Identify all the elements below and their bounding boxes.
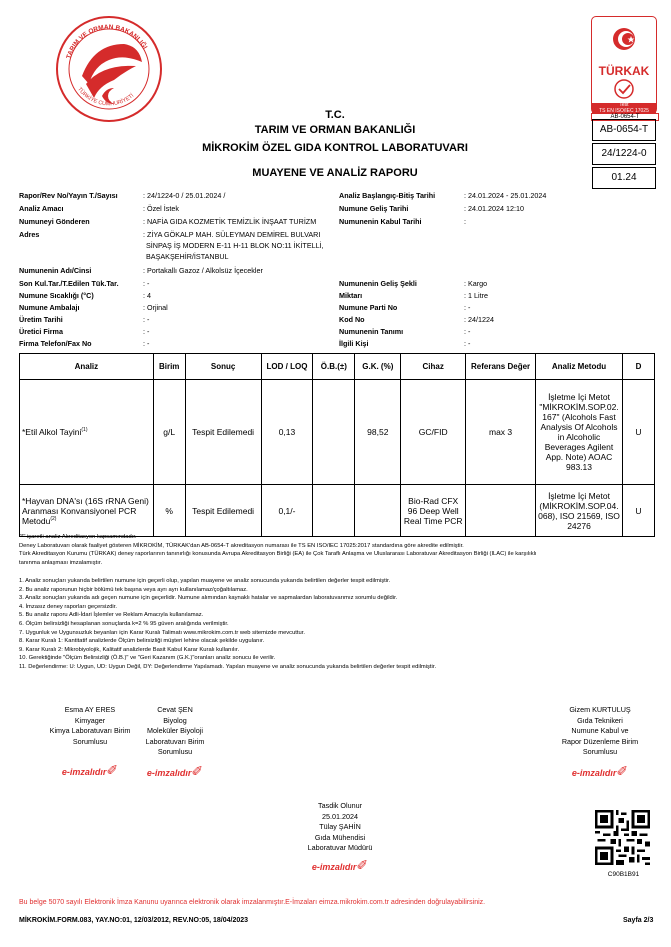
cell-birim: % [153,485,185,537]
note-line: Türk Akreditasyon Kurumu (TÜRKAK) deney raporlarının tanınırlığı konusunda Avrupa Akreditasyon Birliği (EA) ile Çok Taraflı Anlaşma ve Uluslararası Laboratuvar Akreditasyon Birliği (ILAC) ile karşılıklı [19,551,537,558]
hdr-label: Son Kul.Tar./T.Edilen Tük.Tar. [19,279,119,288]
signer-role: Laboratuvarı Birim [145,736,205,746]
col-referans: Referans Değer [466,354,536,380]
cell-referans: max 3 [466,380,536,485]
note-line: 11. Değerlendirme: U: Uygun, UD: Uygun Değil, DY: Değerlendirme Yapılamadı. Yapılan muayene ve analiz sonucunda yukarıda belirtilen değerler tespit edilmiştir. [19,663,437,670]
cell-lod: 0,1/- [261,485,313,537]
hdr-value: : Orjinal [143,303,168,312]
col-analiz: Analiz [20,354,154,380]
signer-role: Numune Kabul ve [571,726,629,735]
cell-ob [313,380,355,485]
table-row [20,485,655,537]
hdr-value: : 4 [143,291,151,300]
hdr-value: : NAFİA GIDA KOZMETİK TEMİZLİK İNŞAAT TURİZM [143,217,317,226]
note-line: 7. Uygunluk ve Uygunsuzluk beyanları için Karar Kuralı Talimatı www.mikrokim.com.tr web sitemizde mevcuttur. [19,629,305,636]
cell-metod: İşletme İçi Metot "MİKROKİM.SOP.02. 167" (Alcohols Fast Analysis Of Alcohols in Alcoholic Beverages Agilent App. Note) AOAC 983.13 [536,380,623,485]
hdr-value: BAŞAKŞEHİR/İSTANBUL [146,252,229,261]
table-header-row [20,354,655,380]
approval-block: Tasdik Olunur 25.01.2024 Tülay ŞAHİN Gıda Mühendisi Laboratuvar Müdürü e-imzalıdır✐ [270,801,410,873]
signer-title: Gıda Teknikeri [577,715,623,725]
table-row [20,380,655,485]
code-version: 01.24 [592,167,656,189]
cell-sonuc: Tespit Edilemedi [185,380,261,485]
signer-molecular: Cevat ŞEN Biyolog Moleküler Biyoloji Laboratuvarı Birim Sorumlusu e-imzalıdır✐ [110,705,240,779]
esignature-label: e-imzalıdır [311,861,357,872]
turkak-test: Test [619,102,629,108]
cell-cihaz: Bio-Rad CFX 96 Deep Well Real Time PCR [401,485,466,537]
cell-analiz: *Hayvan DNA'sı (16S rRNA Geni) Aranması Konvansiyonel PCR Metodu$^{(2)}$ [20,485,154,537]
note-line: 4. İmzasız deney raporları geçersizdir. [19,603,117,610]
hdr-label: Analiz Başlangıç-Bitiş Tarihi [339,191,436,200]
hdr-label: Üretici Firma [19,327,63,336]
approval-date: 25.01.2024 [322,811,358,821]
note-line: 10. Gerektiğinde "Ölçüm Belirsizliği (Ö.B.)" ve "Geri Kazanım (G.K.)"oranları analiz sonucu ile verilir. [19,655,276,662]
form-footer: MİKROKİM.FORM.083, YAY.NO:01, 12/03/2012, REV.NO:05, 18/04/2023 [19,917,249,924]
title-lab: MİKROKİM ÖZEL GIDA KONTROL LABORATUVARI [202,142,468,154]
col-ob: Ö.B.(±) [313,354,355,380]
hdr-value: : Özel İstek [143,204,179,213]
cell-ob [313,485,355,537]
esignature-label: e-imzalıdır [61,767,107,777]
signer-name: Gizem KURTULUŞ [569,705,631,714]
hdr-value: : - [143,339,150,348]
hdr-label: Miktarı [339,291,363,300]
esignature-label: e-imzalıdır [571,767,617,778]
hdr-value: : Portakallı Gazoz / Alkolsüz İçecekler [143,266,263,275]
esignature-label: e-imzalıdır [146,767,192,778]
hdr-label: İlgili Kişi [339,339,369,348]
note-line: "*" işaretli analiz Akreditasyon kapsamındadır. [19,534,137,540]
signer-name: Esma AY ERES [64,705,116,714]
signer-chemistry: Esma AY ERES Kimyager Kimya Laboratuvarı Birim Sorumlusu e-imzalıdır✐ [20,705,160,779]
hdr-value: : - [464,327,471,336]
hdr-value: : 1 Litre [464,291,488,300]
hdr-value: : 24/1224 [464,315,494,324]
col-cihaz: Cihaz [401,354,466,380]
signer-role: Moleküler Biyoloji [147,726,203,735]
cell-lod: 0,13 [261,380,313,485]
hdr-value: : 24.01.2024 - 25.01.2024 [464,191,547,200]
note-line: 9. Karar Kuralı 2: Mikrobiyolojik, Kalitatif analizlerde Basit Kabul Karar Kuralı kullanılır. [19,646,240,653]
signer-sample-reception: Gizem KURTULUŞ Gıda Teknikeri Numune Kabul ve Rapor Düzenleme Birim Sorumlusu e-imzalıdır✐ [535,705,665,779]
signer-name: Cevat ŞEN [157,705,193,714]
note-line: 1. Analiz sonuçları yukarıda belirtilen numune için geçerli olup, yapılan muayene ve analiz sonucunda yukarıda belirtilen değerler tespit edilmiştir. [19,578,391,584]
esignature-note: Bu belge 5070 sayılı Elektronik İmza Kanunu uyarınca elektronik olarak imzalanmıştır.E-İmzaları eimza.mikrokim.com.tr adresinden doğrulayabilirsiniz. [19,899,486,906]
hdr-label: Numune Geliş Tarihi [339,204,409,213]
ministry-seal [54,14,164,124]
hdr-label: Adres [19,230,40,239]
turkak-logo [591,16,657,120]
results-table [19,353,655,537]
hdr-label: Kod No [339,315,365,324]
code-accreditation: AB-0654-T [592,119,656,141]
hdr-value: : 24.01.2024 12:10 [464,204,524,213]
hdr-value: SİNPAŞ İŞ MODERN E-11 H-11 BLOK NO:11 İKİTELLİ, [146,241,324,250]
hdr-value: : - [143,279,150,288]
signer-role: Sorumlusu [582,747,618,756]
title-ministry: TARIM VE ORMAN BAKANLIĞI [254,124,416,136]
cell-d: U [623,485,655,537]
signer-role: Sorumlusu [72,736,108,746]
signer-role: Kimya Laboratuvarı Birim [49,726,131,735]
col-sonuc: Sonuç [185,354,261,380]
hdr-label: Numune Ambalajı [19,303,80,312]
turkak-name: TÜRKAK [598,64,650,78]
note-line: tanınma anlaşması imzalamıştır. [19,559,103,566]
seal-text-bottom: TÜRKİYE CUMHURİYETİ [76,86,136,108]
signer-role: Rapor Düzenleme Birim [561,736,639,746]
hdr-label: Numuneyi Gönderen [19,217,90,226]
hdr-label: Numunenin Geliş Şekli [339,279,417,288]
hdr-value: : ZİYA GÖKALP MAH. SÜLEYMAN DEMİREL BULVARI [143,230,321,239]
note-line: 6. Ölçüm belirsizliği hesaplanan sonuçlarda k=2 % 95 güven aralığında verilmiştir. [19,620,229,627]
signer-role: Sorumlusu [157,747,193,756]
turkak-number: AB-0654-T [591,113,659,121]
hdr-value: : 24/1224-0 / 25.01.2024 / [143,191,226,200]
note-line: Deney Laboratuvarı olarak faaliyet gösteren MİKROKİM, TÜRKAK'dan AB-0654-T akreditasyon numarası ile TS EN ISO/IEC 17025:2017 standardına göre akredite edilmiştir. [19,542,464,549]
hdr-value: : - [143,327,150,336]
note-line: 3. Analiz sonuçları yukarıda adı geçen numune için geçerlidir. Numune alımından kaynaklı hatalar ve sapmalardan laboratuvarımız sorumlu değildir. [19,595,398,602]
title-report: MUAYENE VE ANALİZ RAPORU [252,167,418,179]
hdr-label: Numunenin Kabul Tarihi [339,217,422,226]
col-lod: LOD / LOQ [261,354,313,380]
note-line: 5. Bu analiz raporu Adli-İdari İşlemler ve Reklam Amacıyla kullanılamaz. [19,612,204,619]
note-line: 2. Bu analiz raporunun hiçbir bölümü tek başına veya ayrı ayrı kullanılamaz/çoğaltılamaz. [19,586,248,593]
accreditation-notes [19,533,659,567]
cell-birim: g/L [153,380,185,485]
qr-code-icon [595,810,650,865]
hdr-label: Rapor/Rev No/Yayın T./Sayısı [19,191,118,200]
report-codes [592,119,656,191]
code-report: 24/1224-0 [592,143,656,165]
hdr-value: : - [464,303,471,312]
hdr-value: : - [143,315,150,324]
approval-label: Tasdik Olunur [318,801,362,810]
approval-name: Tülay ŞAHİN [319,822,361,831]
hdr-label: Numune Parti No [339,303,398,312]
hdr-label: Numunenin Tanımı [339,327,404,336]
hdr-label: Üretim Tarihi [19,315,63,324]
col-birim: Birim [153,354,185,380]
hdr-value: : Kargo [464,279,488,288]
cell-cihaz: GC/FID [401,380,466,485]
cell-d: U [623,380,655,485]
cell-gk [355,485,401,537]
col-gk: G.K. (%) [355,354,401,380]
approval-title: Gıda Mühendisi [314,832,366,842]
signer-title: Kimyager [74,715,106,725]
turkak-standard: TS EN ISO/IEC 17025 [599,107,649,114]
cell-referans [466,485,536,537]
title-tc: T.C. [325,109,345,121]
report-notes [19,577,659,672]
hdr-label: Firma Telefon/Fax No [19,339,92,348]
hdr-value: : [464,217,466,226]
col-d: D [623,354,655,380]
cell-metod: İşletme İçi Metot (MİKROKİM.SOP.04. 068), ISO 21569, ISO 24276 [536,485,623,537]
page-number: Sayfa 2/3 [623,917,654,924]
hdr-label: Numunenin Adı/Cinsi [19,266,92,275]
cell-analiz: *Etil Alkol Tayini$^{(1)}$ [20,380,154,485]
hdr-label: Analiz Amacı [19,204,64,213]
hdr-value: : - [464,339,471,348]
col-metod: Analiz Metodu [536,354,623,380]
cell-sonuc: Tespit Edilemedi [185,485,261,537]
signer-title: Biyolog [163,715,187,725]
hdr-label: Numune Sıcaklığı (°C) [19,291,94,300]
cell-gk: 98,52 [355,380,401,485]
approval-role: Laboratuvar Müdürü [307,843,373,852]
note-line: 8. Karar Kuralı 1: Kantitatif analizlerde Ölçüm belirsizliği müşteri lehine olacak şekilde uygulanır. [19,638,265,645]
qr-code-text: C90B1B91 [607,871,640,878]
seal-text-top: TARIM VE ORMAN BAKANLIĞI [65,23,149,60]
